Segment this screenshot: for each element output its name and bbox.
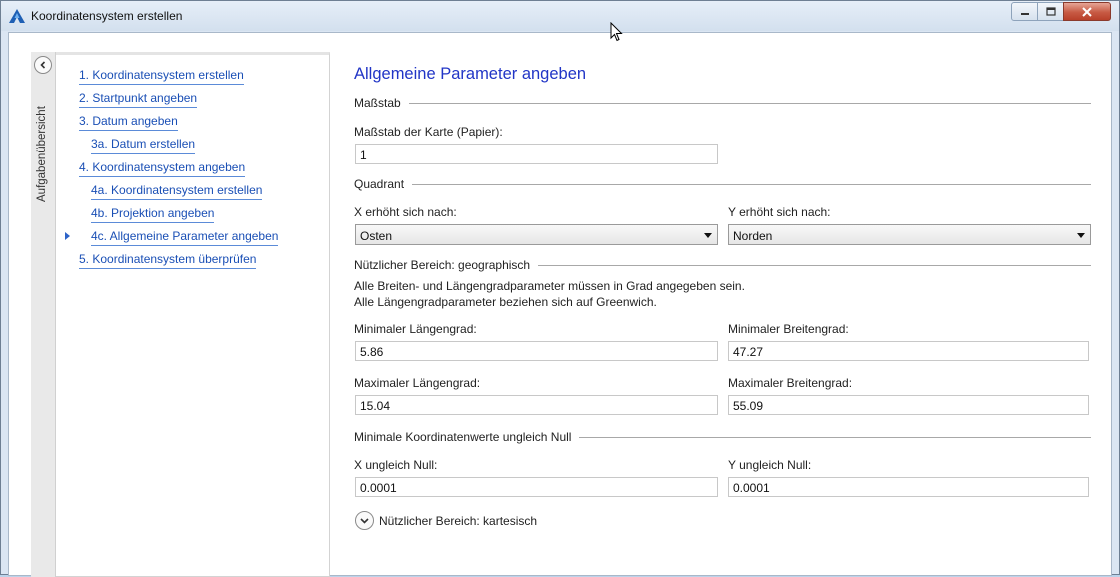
dropdown-arrow-icon [704,233,712,238]
nav-item-general-parameters[interactable]: 4c. Allgemeine Parameter angeben [91,229,278,246]
divider [409,103,1091,104]
close-button[interactable] [1063,2,1111,21]
min-latitude-label: Minimaler Breitengrad: [728,322,849,336]
x-direction-label: X erhöht sich nach: [354,205,457,219]
max-latitude-label: Maximaler Breitengrad: [728,376,853,390]
x-nonzero-input[interactable]: 0.0001 [355,477,718,497]
app-logo-icon [9,9,25,23]
geo-note-line1: Alle Breiten- und Längengradparameter müssen in Grad angegeben sein. [354,279,745,293]
maximize-icon [1046,7,1056,16]
y-nonzero-input[interactable]: 0.0001 [728,477,1089,497]
minimize-button[interactable] [1011,2,1038,21]
section-scale [354,96,1091,110]
section-quadrant-title: Quadrant [354,177,405,191]
current-step-arrow-icon [65,232,70,240]
min-latitude-input[interactable]: 47.27 [728,341,1089,361]
minimize-icon [1020,8,1030,16]
min-longitude-label: Minimaler Längengrad: [354,322,477,336]
nav-item-specify-coordinate-system[interactable]: 4. Koordinatensystem angeben [79,160,245,177]
chevron-down-icon [360,517,369,525]
max-longitude-input[interactable]: 15.04 [355,395,718,415]
max-longitude-label: Maximaler Längengrad: [354,376,481,390]
nav-item-projection[interactable]: 4b. Projektion angeben [91,206,214,223]
nav-item-start-point[interactable]: 2. Startpunkt angeben [79,91,197,108]
x-direction-value: Osten [360,229,393,243]
divider [538,265,1091,266]
dialog-content [8,32,1112,576]
title-bar[interactable] [1,1,1119,31]
dropdown-arrow-icon [1077,233,1085,238]
geo-note-line2: Alle Längengradparameter beziehen sich auf Greenwich. [354,295,657,309]
section-min-coordinates-title: Minimale Koordinatenwerte ungleich Null [354,430,572,444]
cartesian-range-expand-button[interactable] [355,511,374,530]
window-title: Koordinatensystem erstellen [31,9,183,23]
y-direction-select[interactable] [728,224,1091,245]
section-scale-title: Maßstab [354,96,401,110]
chevron-left-icon [39,61,47,69]
maximize-button[interactable] [1037,2,1064,21]
nav-item-review-coordinate-system[interactable]: 5. Koordinatensystem überprüfen [79,252,256,269]
task-overview-label: Aufgabenübersicht [36,106,48,202]
divider [412,184,1091,185]
y-direction-value: Norden [733,229,773,243]
map-scale-input[interactable]: 1 [355,144,718,164]
x-nonzero-label: X ungleich Null: [354,458,438,472]
mouse-cursor-icon [610,22,624,42]
section-geographic-range-title: Nützlicher Bereich: geographisch [354,258,531,272]
parameters-form [354,33,1099,577]
y-nonzero-label: Y ungleich Null: [728,458,812,472]
close-icon [1081,7,1093,17]
nav-item-create-coordinate-system[interactable]: 1. Koordinatensystem erstellen [79,68,244,85]
y-direction-label: Y erhöht sich nach: [728,205,831,219]
nav-item-datum[interactable]: 3. Datum angeben [79,114,178,131]
nav-item-create-datum[interactable]: 3a. Datum erstellen [91,137,195,154]
section-min-coordinates [354,430,1091,444]
map-scale-label: Maßstab der Karte (Papier): [354,125,503,139]
section-quadrant [354,177,1091,191]
section-geographic-range [354,258,1091,272]
nav-item-create-coordinate-system-sub[interactable]: 4a. Koordinatensystem erstellen [91,183,262,200]
cartesian-range-label[interactable]: Nützlicher Bereich: kartesisch [379,514,538,528]
collapse-sidebar-button[interactable] [34,56,52,74]
page-title: Allgemeine Parameter angeben [354,65,587,83]
divider [579,437,1091,438]
min-longitude-input[interactable]: 5.86 [355,341,718,361]
x-direction-select[interactable] [355,224,718,245]
task-navigation [56,52,330,577]
task-overview-strip [31,52,56,577]
max-latitude-input[interactable]: 55.09 [728,395,1089,415]
task-overview-tab[interactable] [31,82,56,202]
